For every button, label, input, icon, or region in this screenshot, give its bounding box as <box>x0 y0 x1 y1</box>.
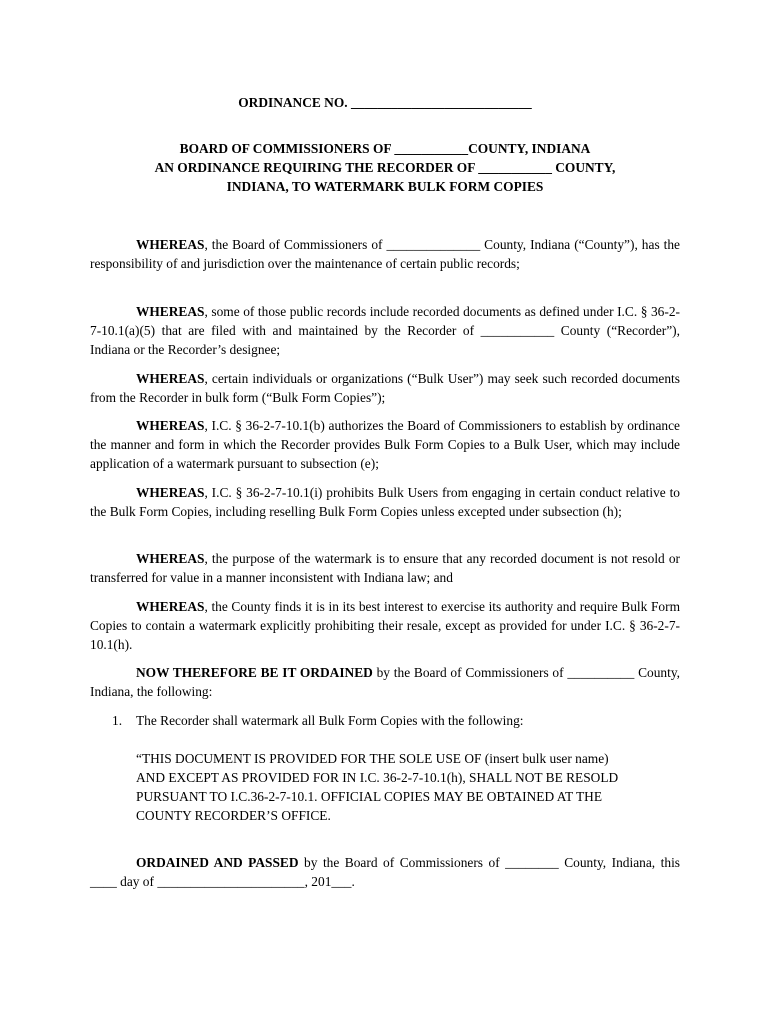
paragraph-lead: NOW THEREFORE BE IT ORDAINED <box>136 665 373 680</box>
paragraph-text: , certain individuals or organizations (“Bulk User”) may seek such recorded documents from the Recorder in bulk form (“Bulk Form Copies”); <box>90 371 680 405</box>
paragraph-text: , the County finds it is in its best interest to exercise its authority and require Bulk Form Copies to contain a watermark explicitly prohibiting their resale, except as provided for under I.C. § 36-2-7-10.1(h). <box>90 599 680 652</box>
paragraph-text: , I.C. § 36-2-7-10.1(b) authorizes the Board of Commissioners to establish by ordinance the manner and form in which the Recorder provides Bulk Form Copies to a Bulk User, which may include application of a watermark pursuant to subsection (e); <box>90 418 680 471</box>
whereas-paragraph <box>90 549 680 587</box>
list-item <box>112 711 680 730</box>
paragraph-text: , some of those public records include recorded documents as defined under I.C. § 36-2-7-10.1(a)(5) that are filed with and maintained by the Recorder of ___________ County (“Recorder”), Indiana or the Recorder’s designee; <box>90 304 680 357</box>
whereas-paragraph <box>90 597 680 654</box>
paragraph-lead: WHEREAS <box>136 371 205 386</box>
quote-line: “THIS DOCUMENT IS PROVIDED FOR THE SOLE USE OF (insert bulk user name) <box>136 751 609 766</box>
paragraph-text: , I.C. § 36-2-7-10.1(i) prohibits Bulk Users from engaging in certain conduct relative to the Bulk Form Copies, including reselling Bulk Form Copies unless excepted under subsection (h); <box>90 485 680 519</box>
paragraph-lead: WHEREAS <box>136 551 205 566</box>
paragraph-text: by the Board of Commissioners of __________ County, Indiana, the following: <box>90 665 680 699</box>
quote-line: PURSUANT TO I.C.36-2-7-10.1. OFFICIAL COPIES MAY BE OBTAINED AT THE <box>136 789 603 804</box>
paragraph-text: by the Board of Commissioners of ________ County, Indiana, this ____ day of ______________________, 201___. <box>90 855 681 889</box>
paragraph-lead: WHEREAS <box>136 237 205 252</box>
closing-paragraph <box>90 853 680 891</box>
heading-line: AN ORDINANCE REQUIRING THE RECORDER OF ___________ COUNTY, <box>154 160 616 175</box>
paragraph-lead: WHEREAS <box>136 304 205 319</box>
heading-line: INDIANA, TO WATERMARK BULK FORM COPIES <box>226 179 544 194</box>
ordinance-heading <box>90 139 680 196</box>
quote-line: COUNTY RECORDER’S OFFICE. <box>136 808 331 823</box>
watermark-quote <box>136 749 684 825</box>
ordinance-number: ORDINANCE NO. ___________________________ <box>238 95 532 110</box>
whereas-paragraph <box>90 302 680 359</box>
paragraph-text: , the Board of Commissioners of ______________ County, Indiana (“County”), has the responsibility of and jurisdiction over the maintenance of certain public records; <box>90 237 680 271</box>
ordained-paragraph <box>90 663 680 701</box>
heading-line: BOARD OF COMMISSIONERS OF ___________COUNTY, INDIANA <box>179 141 591 156</box>
paragraph-lead: WHEREAS <box>136 418 205 433</box>
quote-line: AND EXCEPT AS PROVIDED FOR IN I.C. 36-2-7-10.1(h), SHALL NOT BE RESOLD <box>136 770 619 785</box>
whereas-paragraph <box>90 483 680 521</box>
paragraph-text: , the purpose of the watermark is to ensure that any recorded document is not resold or transferred for value in a manner inconsistent with Indiana law; and <box>90 551 680 585</box>
paragraph-lead: WHEREAS <box>136 599 205 614</box>
whereas-paragraph <box>90 369 680 407</box>
paragraph-lead: ORDAINED AND PASSED <box>136 855 299 870</box>
list-item-text: The Recorder shall watermark all Bulk Form Copies with the following: <box>136 713 524 728</box>
whereas-paragraph <box>90 235 680 273</box>
list-number: 1. <box>112 713 123 728</box>
paragraph-lead: WHEREAS <box>136 485 205 500</box>
whereas-paragraph <box>90 416 680 473</box>
